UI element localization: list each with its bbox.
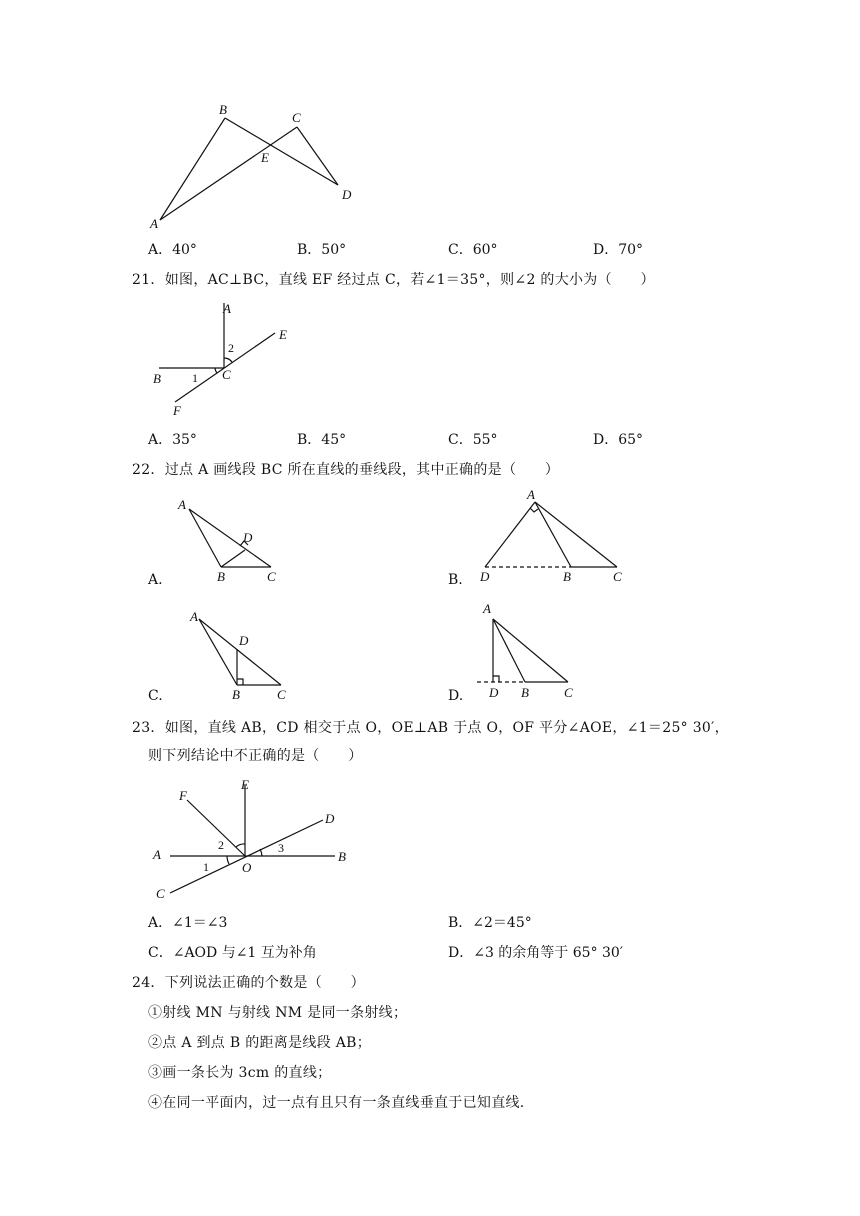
q20-option-c: C．60° bbox=[448, 242, 498, 258]
q22-c-label-B: B bbox=[232, 687, 240, 702]
q20-line-AC bbox=[160, 127, 297, 220]
q22-d-label-A: A bbox=[483, 601, 491, 616]
q23-label-F: F bbox=[179, 788, 187, 803]
q20-label-B: B bbox=[219, 102, 227, 117]
q22-b-label-B: B bbox=[563, 569, 571, 584]
q22-a-label-B: B bbox=[217, 569, 225, 584]
q23-label-D: D bbox=[325, 811, 335, 826]
q22-d-label-C: C bbox=[564, 685, 573, 700]
q23-option-b: B．∠2＝45° bbox=[448, 915, 532, 931]
q20-option-d: D．70° bbox=[593, 242, 644, 258]
q20-figure bbox=[140, 95, 370, 235]
q21-angle-2-arc bbox=[224, 358, 232, 362]
q23-option-a: A．∠1＝∠3 bbox=[148, 915, 228, 931]
q22-c-label-A: A bbox=[190, 609, 198, 624]
q20-label-D: D bbox=[342, 187, 352, 202]
q22-b-label-C: C bbox=[613, 569, 622, 584]
q20-label-A: A bbox=[150, 216, 158, 231]
q23-angle-1-arc bbox=[227, 856, 229, 864]
q22-option-d: D. bbox=[448, 688, 464, 704]
q23-label-1: 1 bbox=[203, 860, 209, 874]
q23-option-d: D．∠3 的余角等于 65° 30′ bbox=[448, 945, 624, 961]
q21-figure bbox=[145, 295, 315, 420]
q23-stem-line1: 23．如图，直线 AB，CD 相交于点 O，OE⊥AB 于点 O，OF 平分∠AOE，∠1＝25° 30′， bbox=[132, 720, 729, 736]
q22-c-label-D: D bbox=[239, 633, 249, 648]
q21-stem: 21．如图，AC⊥BC，直线 EF 经过点 C，若∠1＝35°，则∠2 的大小为（ ） bbox=[132, 272, 655, 288]
q23-label-C: C bbox=[156, 886, 165, 901]
q21-label-A: A bbox=[223, 301, 231, 316]
q22-b-label-A: A bbox=[527, 487, 535, 502]
q20-line-BD bbox=[225, 118, 338, 185]
q21-label-1: 1 bbox=[192, 371, 198, 385]
q20-label-E: E bbox=[261, 150, 269, 165]
q22-d-label-B: B bbox=[521, 685, 529, 700]
q24-stem: 24．下列说法正确的个数是（ ） bbox=[132, 975, 365, 991]
q21-option-a: A．35° bbox=[148, 432, 197, 448]
q22-a-label-A: A bbox=[178, 497, 186, 512]
q24-item-1: ①射线 MN 与射线 NM 是同一条射线； bbox=[148, 1005, 408, 1021]
q23-line-OF bbox=[187, 800, 245, 856]
q21-angle-1-arc bbox=[215, 368, 217, 373]
q22-option-b: B. bbox=[448, 572, 463, 588]
q22-stem: 22．过点 A 画线段 BC 所在直线的垂线段，其中正确的是（ ） bbox=[132, 462, 560, 478]
q24-item-2: ②点 A 到点 B 的距离是线段 AB； bbox=[148, 1035, 372, 1051]
q23-label-A: A bbox=[153, 847, 161, 862]
q22-figure-a bbox=[175, 495, 295, 590]
q21-label-F: F bbox=[173, 403, 181, 418]
q23-stem-line2: 则下列结论中不正确的是（ ） bbox=[148, 748, 363, 764]
q23-angle-2-arc bbox=[236, 844, 245, 847]
q21-option-d: D．65° bbox=[593, 432, 644, 448]
q20-line-AB bbox=[160, 118, 225, 220]
q21-label-B: B bbox=[153, 371, 161, 386]
q22-figure-c bbox=[185, 605, 305, 705]
q21-option-b: B．45° bbox=[297, 432, 347, 448]
q22-option-c: C. bbox=[148, 688, 163, 704]
q20-option-a: A．40° bbox=[148, 242, 197, 258]
q23-label-E: E bbox=[241, 777, 249, 792]
q23-label-O: O bbox=[242, 860, 252, 875]
q22-b-label-D: D bbox=[480, 569, 490, 584]
q24-item-3: ③画一条长为 3cm 的直线； bbox=[148, 1065, 332, 1081]
q22-a-label-C: C bbox=[267, 569, 276, 584]
q24-item-4: ④在同一平面内，过一点有且只有一条直线垂直于已知直线. bbox=[148, 1095, 525, 1111]
q20-option-b: B．50° bbox=[297, 242, 347, 258]
q20-label-C: C bbox=[292, 110, 301, 125]
q21-label-2: 2 bbox=[228, 341, 234, 355]
q23-figure bbox=[145, 775, 365, 900]
q23-label-B: B bbox=[338, 849, 346, 864]
q23-option-c: C．∠AOD 与∠1 互为补角 bbox=[148, 945, 317, 961]
q22-option-a: A. bbox=[148, 572, 163, 588]
q23-angle-3-arc bbox=[260, 849, 262, 856]
q23-label-3: 3 bbox=[278, 841, 284, 855]
q23-label-2: 2 bbox=[218, 838, 224, 852]
q20-line-CD bbox=[297, 127, 338, 185]
q21-option-c: C．55° bbox=[448, 432, 498, 448]
q21-label-C: C bbox=[222, 367, 231, 382]
q22-d-label-D: D bbox=[489, 685, 499, 700]
q21-label-E: E bbox=[279, 327, 287, 342]
q22-a-label-D: D bbox=[243, 530, 253, 545]
q22-figure-b bbox=[475, 485, 635, 585]
q22-figure-d bbox=[475, 600, 595, 705]
q22-c-label-C: C bbox=[277, 687, 286, 702]
